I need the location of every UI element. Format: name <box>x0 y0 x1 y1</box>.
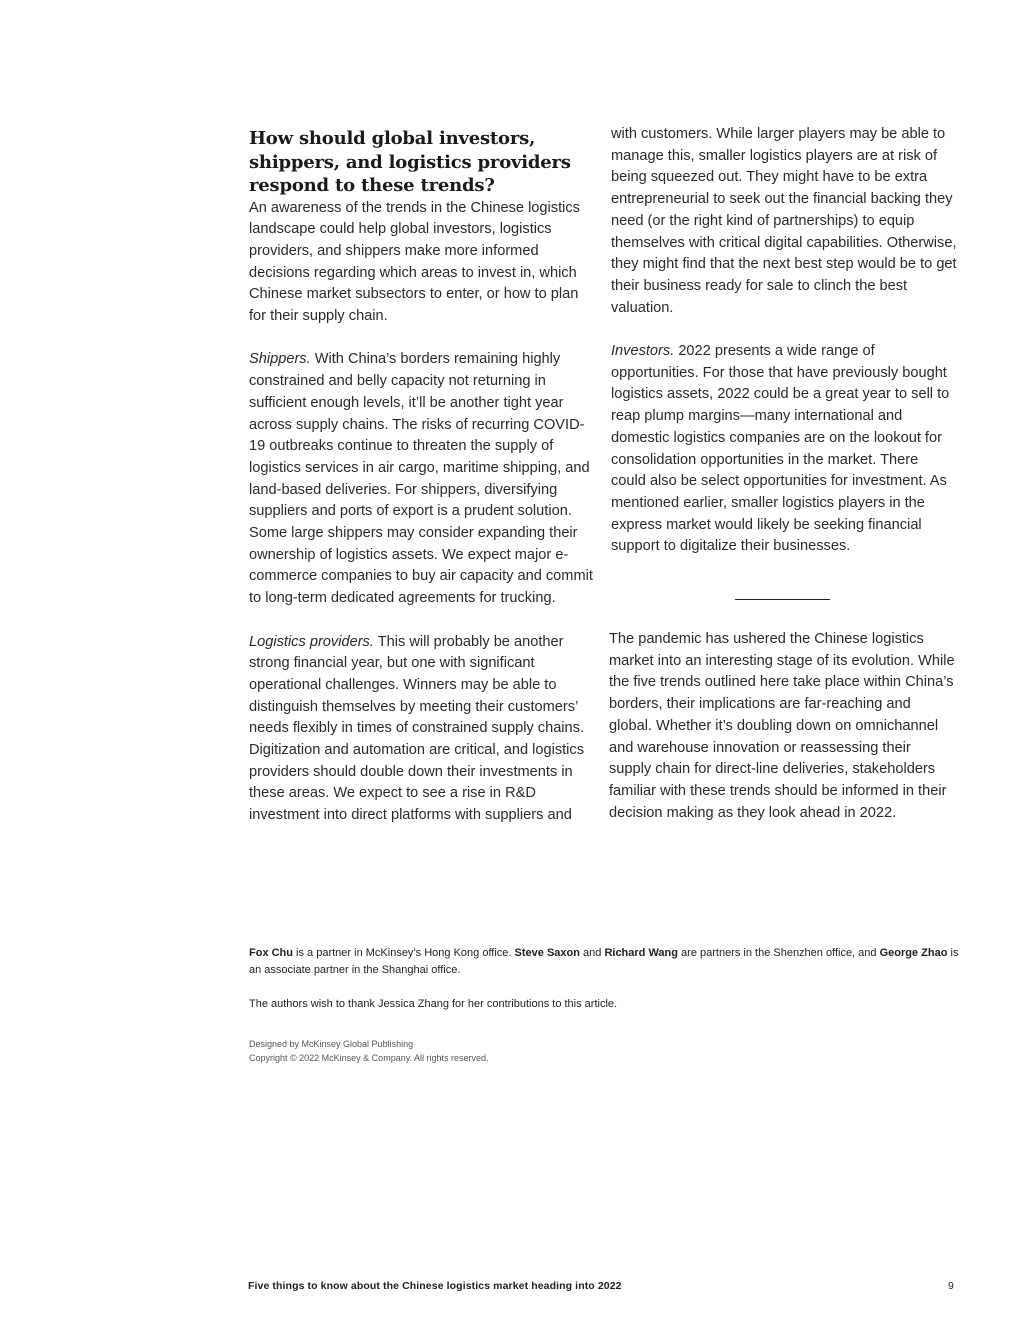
section-divider <box>735 599 830 600</box>
left-column <box>249 124 597 849</box>
publishing-info <box>249 1037 489 1065</box>
section-heading: How should global investors, shippers, and logistics providers respond to these trends? <box>249 128 571 196</box>
author-name: George Zhao <box>879 947 948 959</box>
shippers-body: With China’s borders remaining highly constrained and belly capacity not returning in sufficient enough levels, it’ll be another tight year across supply chains. The risks of recurring COVID-19 outbreaks continue to threaten the supply of logistics services in air cargo, maritime shipping, and land-based deliveries. For shippers, diversifying suppliers and ports of export is a prudent solution. Some large shippers may consider expanding their ownership of logistics assets. We expect major e-commerce companies to buy air capacity and commit to long-term dedicated agreements for trucking. <box>249 351 593 607</box>
page-number: 9 <box>948 1280 954 1292</box>
author-name: Fox Chu <box>249 947 293 959</box>
shippers-lead: Shippers. <box>249 351 311 368</box>
author-name: Steve Saxon <box>514 947 580 959</box>
providers-lead: Logistics providers. <box>249 633 374 650</box>
investors-lead: Investors. <box>611 343 675 360</box>
designed-by: Designed by McKinsey Global Publishing <box>249 1039 414 1049</box>
author-credits <box>249 945 959 1030</box>
providers-paragraph <box>249 632 597 827</box>
shippers-paragraph <box>249 349 597 609</box>
intro-paragraph: An awareness of the trends in the Chinese logistics landscape could help global investors, logistics providers, and shippers make more informed decisions regarding which areas to invest in, which Chinese market subsectors to enter, or how to plan for their supply chain. <box>249 199 580 325</box>
author-bio: Fox Chu is a partner in McKinsey’s Hong Kong office. Steve Saxon and Richard Wang are partners in the Shenzhen office, and George Zhao is an associate partner in the Shanghai office. <box>249 947 959 976</box>
acknowledgement: The authors wish to thank Jessica Zhang for her contributions to this article. <box>249 998 618 1010</box>
closing-paragraph: The pandemic has ushered the Chinese logistics market into an interesting stage of its evolution. While the five trends outlined here take place within China’s borders, their implications are far-reaching and global. Whether it’s doubling down on omnichannel and warehouse innovation or reassessing their supply chain for direct-line deliveries, stakeholders familiar with these trends should be informed in their decision making as they look ahead in 2022. <box>609 631 955 821</box>
investors-paragraph <box>611 341 957 558</box>
footer-title: Five things to know about the Chinese logistics market heading into 2022 <box>248 1280 622 1292</box>
providers-body: This will probably be another strong financial year, but one with significant operational challenges. Winners may be able to distinguish themselves by meeting their customers’ needs flexibly in times of constrained supply chains. Digitization and automation are critical, and logistics providers should double down their investments in these areas. We expect to see a rise in R&D investment into direct platforms with suppliers and <box>249 633 585 824</box>
investors-body: 2022 presents a wide range of opportunities. For those that have previously bought logistics assets, 2022 could be a great year to sell to reap plump margins—many international and domestic logistics companies are on the lookout for consolidation opportunities in the market. There could also be select opportunities for investment. As mentioned earlier, smaller logistics players in the express market would likely be seeking financial support to digitalize their businesses. <box>611 343 950 555</box>
right-column <box>609 124 957 821</box>
continuation-paragraph: with customers. While larger players may be able to manage this, smaller logistics players are at risk of being squeezed out. They might have to be extra entrepreneurial to seek out the financial backing they need (or the right kind of partnerships) to equip themselves with critical digital capabilities. Otherwise, they might find that the next best step would be to get their business ready for sale to clinch the best valuation. <box>611 126 957 316</box>
author-name: Richard Wang <box>604 947 678 959</box>
page-footer <box>248 1280 954 1292</box>
copyright: Copyright © 2022 McKinsey & Company. All rights reserved. <box>249 1053 489 1063</box>
